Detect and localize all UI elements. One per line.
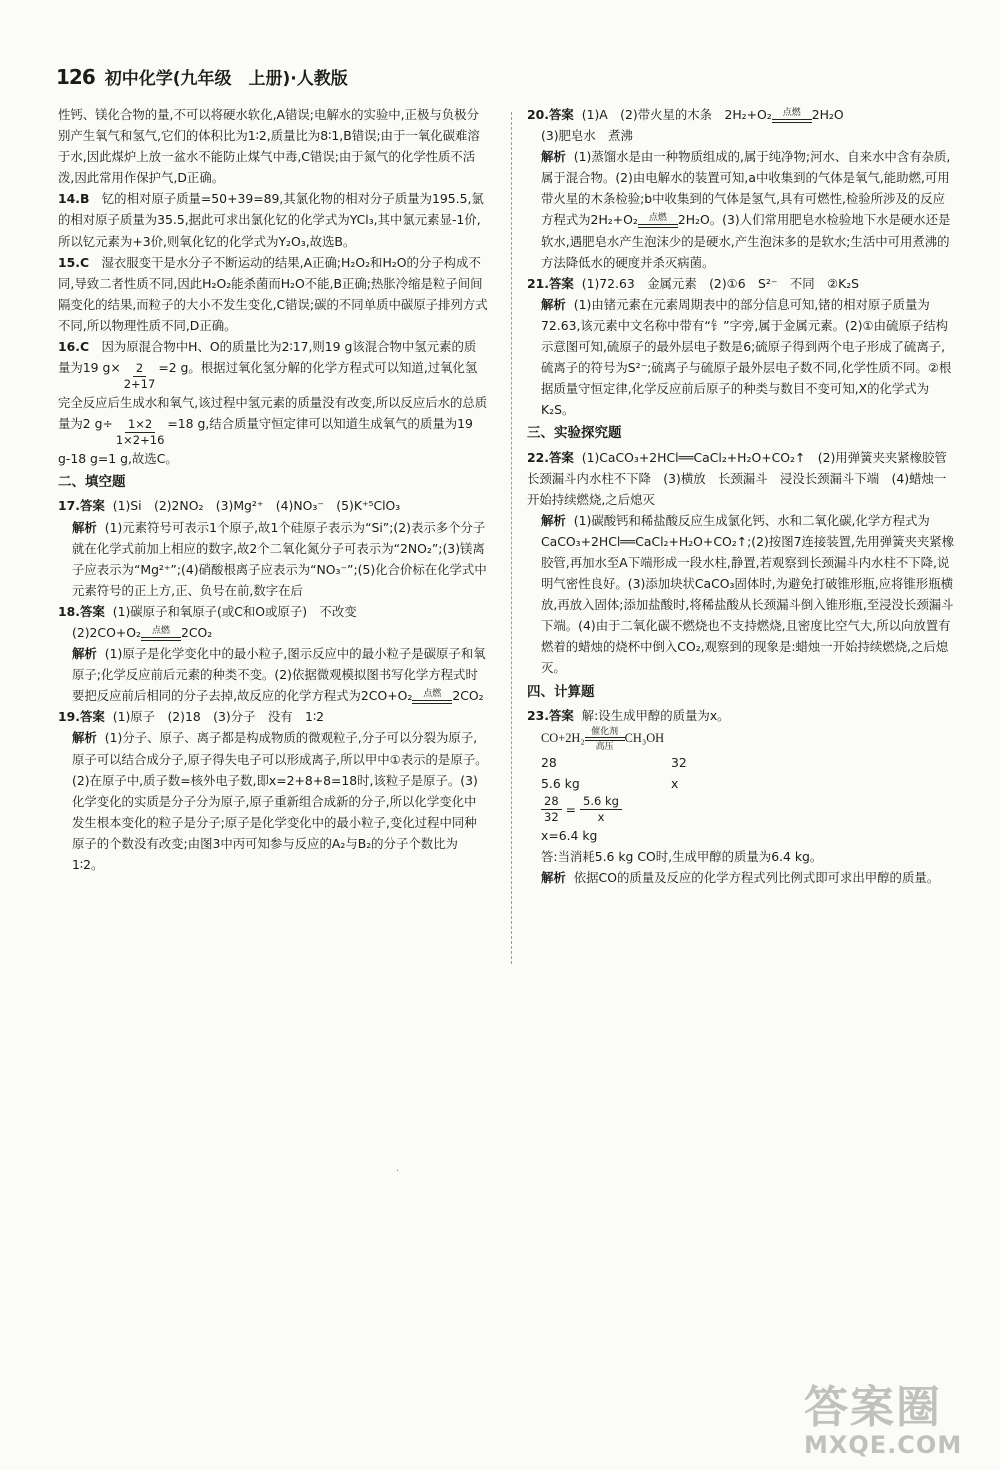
q19-answer-tag: 答案: [79, 709, 105, 725]
q18-condition: [141, 626, 181, 641]
q21-answer-text: (1)72.63 金属元素 (2)①6 S²⁻ 不同 ②K₂S: [581, 275, 860, 291]
q21-analysis-tag: 解析: [541, 296, 566, 312]
q22-number: 22.: [527, 449, 549, 465]
q20-condition-text: 点燃: [782, 108, 801, 118]
q20-analysis-text-b: 2H₂O。(3)人们常用肥皂水检验地下水是硬水还是软水,遇肥皂水产生泡沫少的是硬水,产生泡沫多的是软水;生活中可用煮沸的方法降低水的硬度并杀灭病菌。: [541, 212, 951, 270]
q23-analysis-tag: 解析: [541, 870, 566, 886]
q23-molar-mass-co: 28: [541, 754, 557, 770]
q23-mass-x: x: [671, 775, 679, 791]
q20-answer: [527, 104, 957, 125]
q17-analysis-text: (1)元素符号可表示1个原子,故1个硅原子表示为“Si”;(2)表示多个分子就在化学式前加上相应的数字,故2个二氧化氮分子可表示为“2NO₂”;(3)镁离子应表示为“Mg²⁺”;(4)硝酸根离子应表示为“NO₃⁻”;(5)化合价标在化学式中元素符号的正上方,正、负号在前,数字在后: [72, 519, 487, 598]
q16-number: 16.C: [58, 339, 90, 355]
q22-analysis-tag: 解析: [541, 512, 566, 528]
q17-analysis-tag: 解析: [72, 519, 97, 535]
q23-fraction-left-den: 32: [544, 809, 559, 824]
q23-equation-right: CH₃OH: [624, 730, 665, 745]
q23-fraction-left-num: 28: [541, 794, 562, 810]
q23-stoichiometry: [527, 752, 957, 794]
q15: [58, 252, 488, 336]
q18-answer-2: [58, 622, 488, 643]
q18-condition-text: 点燃: [151, 625, 170, 636]
q23-mass-co: 5.6 kg: [541, 775, 580, 791]
section-fill-in-heading: 二、填空题: [58, 474, 126, 491]
q16-fraction-2-den: 1×2+16: [115, 433, 165, 448]
q16-text-b: =2 g。根据过氧化氢分解的化学方程式可以知道,过氧化氢完全反应后生成水和氧气,该过程中氢元素的质量没有改变,所以反应后水的总质量为2 g÷: [58, 360, 488, 432]
q21-number: 21.: [527, 275, 549, 291]
q17-analysis: [58, 517, 488, 601]
q20-analysis-condition-text: 点燃: [648, 213, 667, 224]
q16-text-c: =18 g,结合质量守恒定律可以知道生成氧气的质量为19 g-18 g=1 g,故选C。: [58, 416, 473, 467]
q22-analysis: [527, 510, 957, 679]
q21-answer: [527, 273, 957, 294]
q20-number: 20.: [527, 107, 549, 122]
section-experiment-heading: 三、实验探究题: [527, 425, 622, 442]
q18-number: 18.: [58, 603, 80, 619]
q16-fraction-2-num: 1×2: [125, 417, 155, 433]
q18-analysis-text: (1)原子是化学变化中的最小粒子,图示反应中的最小粒子是碳原子和氧原子;化学反应前后元素的种类不变。(2)依据微观模拟图书写化学方程式时要把反应前后相同的分子去掉,故反应的化学方程式为2CO+O₂: [72, 646, 486, 704]
watermark-chinese: 答案圈: [804, 1382, 942, 1433]
q17-number: 17.: [58, 498, 80, 514]
q19-answer: [58, 706, 488, 727]
q20-answer-text-b: 2H₂O: [811, 107, 844, 122]
q16-text-a: 因为原混合物中H、O的质量比为2∶17,则19 g该混合物中氢元素的质量为19 g×: [58, 339, 477, 376]
q18-analysis-condition-text: 点燃: [423, 689, 442, 700]
q23-analysis: [527, 867, 957, 888]
q15-number: 15.C: [58, 254, 90, 270]
q23-answer-text: 解:设生成甲醇的质量为x。: [581, 707, 730, 723]
q16-fraction-1-num: 2: [133, 361, 146, 377]
book-title: 初中化学(九年级 上册)·人教版: [104, 69, 348, 89]
q23-fraction-right: [580, 794, 622, 825]
q23-proportion: [527, 794, 957, 825]
q23-analysis-text: 依据CO的质量及反应的化学方程式列比例式即可求出甲醇的质量。: [573, 870, 940, 886]
q20-analysis-condition: [638, 213, 678, 228]
q18-analysis: [58, 643, 488, 706]
q18-analysis-tag: 解析: [72, 646, 97, 662]
q21-analysis: [527, 294, 957, 421]
q14-number: 14.B: [58, 191, 90, 207]
q20-analysis-condition-bar: [638, 224, 678, 228]
q23-molar-mass-methanol: 32: [671, 754, 687, 770]
q21-answer-tag: 答案: [548, 275, 574, 291]
section-calculation-heading: 四、计算题: [527, 683, 595, 700]
q22-answer: [527, 447, 960, 510]
q23-reply: 答:当消耗5.6 kg CO时,生成甲醇的质量为6.4 kg。: [541, 849, 823, 864]
q23-condition-top: 催化剂: [591, 725, 619, 736]
q18-answer-tag: 答案: [79, 603, 105, 619]
page-header: [56, 64, 936, 94]
q22-answer-tag: 答案: [548, 449, 574, 465]
watermark-logo: [804, 1384, 984, 1462]
q23-condition-bottom: 高压: [595, 740, 614, 751]
q18-equation-left: (2)2CO+O₂: [72, 624, 141, 640]
q23-fraction-right-num: 5.6 kg: [580, 794, 622, 810]
q16-fraction-1-den: 2+17: [123, 377, 156, 392]
watermark-url: MXQE.COM: [804, 1431, 963, 1459]
q16-fraction-2: [113, 417, 168, 448]
right-column: [527, 104, 960, 888]
q19-number: 19.: [58, 709, 80, 725]
q18-equation-right: 2CO₂: [180, 624, 213, 640]
q14-text: 钇的相对原子质量=50+39=89,其氯化物的相对分子质量为195.5,氯的相对原子质量为35.5,据此可求出氯化钇的化学式为YCl₃,其中氯元素显-1价,所以钇元素为+3价,则氧化钇的化学式为Y₂O₃,故选B。: [58, 191, 484, 249]
column-divider: [511, 112, 512, 964]
q20-answer-tag: 答案: [548, 107, 574, 122]
q23-condition: [585, 726, 625, 752]
left-column: [58, 104, 488, 875]
q20-answer-text-a: (1)A (2)带火星的木条 2H₂+O₂: [581, 107, 772, 122]
q16-fraction-1: [121, 361, 159, 392]
q23-result: x=6.4 kg: [541, 827, 598, 843]
q18-analysis-condition-bar: [412, 700, 452, 704]
q23-fraction-left: [541, 794, 562, 825]
q20-analysis-text-a: (1)蒸馏水是由一种物质组成的,属于纯净物;河水、自来水中含有杂质,属于混合物。(2)由电解水的装置可知,a中收集到的气体是氧气,能助燃,可用带火星的木条检验;b中收集到的气体是氢气,具有可燃性,检验所涉及的反应方程式为2H₂+O₂: [541, 149, 951, 228]
page-number: 126: [56, 65, 95, 89]
q20-analysis-tag: 解析: [541, 149, 566, 165]
q22-answer-text: (1)CaCO₃+2HCl══CaCl₂+H₂O+CO₂↑ (2)用弹簧夹夹紧橡胶管 长颈漏斗内水柱不下降 (3)横放 长颈漏斗 浸没长颈漏斗下端 (4)蜡烛一开始持续燃烧,之后熄灭: [527, 449, 960, 507]
q22-analysis-text: (1)碳酸钙和稀盐酸反应生成氯化钙、水和二氧化碳,化学方程式为CaCO₃+2HCl══CaCl₂+H₂O+CO₂↑;(2)按图7连接装置,先用弹簧夹夹紧橡胶管,再加水至A下端形成一段水柱,静置,若观察到长颈漏斗内水柱不下降,说明气密性良好。(3)添加块状CaCO₃固体时,为避免打破锥形瓶,应将锥形瓶横放,再放入固体;添加盐酸时,将稀盐酸从长颈漏斗倒入锥形瓶,至浸没长颈漏斗下端。(4)由于二氧化碳不燃烧也不支持燃烧,且密度比空气大,所以向放置有燃着的蜡烛的烧杯中倒入CO₂,观察到的现象是:蜡烛一开始持续燃烧,之后熄灭。: [541, 512, 955, 676]
q16: [58, 336, 488, 469]
q18-analysis-condition: [412, 689, 452, 704]
q23-equation: [527, 726, 957, 752]
q13-continuation: 性钙、镁化合物的量,不可以将硬水软化,A错误;电解水的实验中,正极与负极分别产生氧气和氢气,它们的体积比为1∶2,质量比为8∶1,B错误;由于一氧化碳难溶于水,因此煤炉上放一盆水不能防止煤气中毒,C错误;由于氮气的化学性质不活泼,因此常用作保护气,D正确。: [58, 107, 480, 186]
q23-equals-sign: =: [565, 801, 577, 817]
q19-analysis-text: (1)分子、原子、离子都是构成物质的微观粒子,分子可以分裂为原子,原子可以结合成分子,原子得失电子可以形成离子,所以甲中①表示的是原子。(2)在原子中,质子数=核外电子数,即x=2+8+8=18时,该粒子是原子。(3)化学变化的实质是分子分为原子,原子重新组合成新的分子,所以化学变化中发生根本变化的粒子是分子;原子是化学变化中的最小粒子,变化过程中同种原子的个数没有改变;由图3中丙可知参与反应的A₂与B₂的分子个数比为1∶2。: [72, 730, 488, 872]
q20-condition: [772, 108, 812, 123]
q17-answer: [58, 495, 488, 516]
q20-answer-2: (3)肥皂水 煮沸: [541, 128, 633, 144]
q17-answer-tag: 答案: [79, 498, 105, 514]
q18-condition-bar: [141, 637, 181, 641]
q23-answer-tag: 答案: [548, 707, 574, 723]
q17-answer-text: (1)Si (2)2NO₂ (3)Mg²⁺ (4)NO₃⁻ (5)K⁺⁵ClO₃: [112, 498, 401, 514]
q23-answer: [527, 705, 957, 726]
q23-number: 23.: [527, 707, 549, 723]
q20-condition-bar: [772, 119, 812, 123]
q18-analysis-equation-right: 2CO₂: [452, 688, 484, 704]
q19-analysis-tag: 解析: [72, 730, 97, 746]
q14: [58, 188, 488, 251]
q18-answer: [58, 601, 488, 622]
q19-analysis: [58, 727, 488, 875]
q15-text: 湿衣服变干是水分子不断运动的结果,A正确;H₂O₂和H₂O的分子构成不同,导致二者性质不同,因此H₂O₂能杀菌而H₂O不能,B正确;热胀冷缩是粒子间间隔变化的结果,而粒子的大小不发生变化,C错误;碳的不同单质中碳原子排列方式不同,所以物理性质不同,D正确。: [58, 254, 488, 333]
q23-equation-left: CO+2H₂: [541, 730, 585, 745]
q18-answer-1: (1)碳原子和氧原子(或C和O或原子) 不改变: [112, 603, 357, 619]
stray-dot: ·: [396, 1166, 400, 1177]
q19-answer-text: (1)原子 (2)18 (3)分子 没有 1∶2: [112, 709, 325, 725]
q21-analysis-text: (1)由锗元素在元素周期表中的部分信息可知,锗的相对原子质量为72.63,该元素中文名称中带有“钅”字旁,属于金属元素。(2)①由硫原子结构示意图可知,硫原子的最外层电子数是6;硫原子得到两个电子形成了硫离子,硫离子的符号为S²⁻;硫离子与硫原子最外层电子数不同,化学性质不同。②根据质量守恒定律,化学反应前后原子的种类与数目不变可知,X的化学式为K₂S。: [541, 296, 952, 418]
q20-analysis: [527, 146, 957, 273]
q23-fraction-right-den: x: [597, 809, 605, 824]
